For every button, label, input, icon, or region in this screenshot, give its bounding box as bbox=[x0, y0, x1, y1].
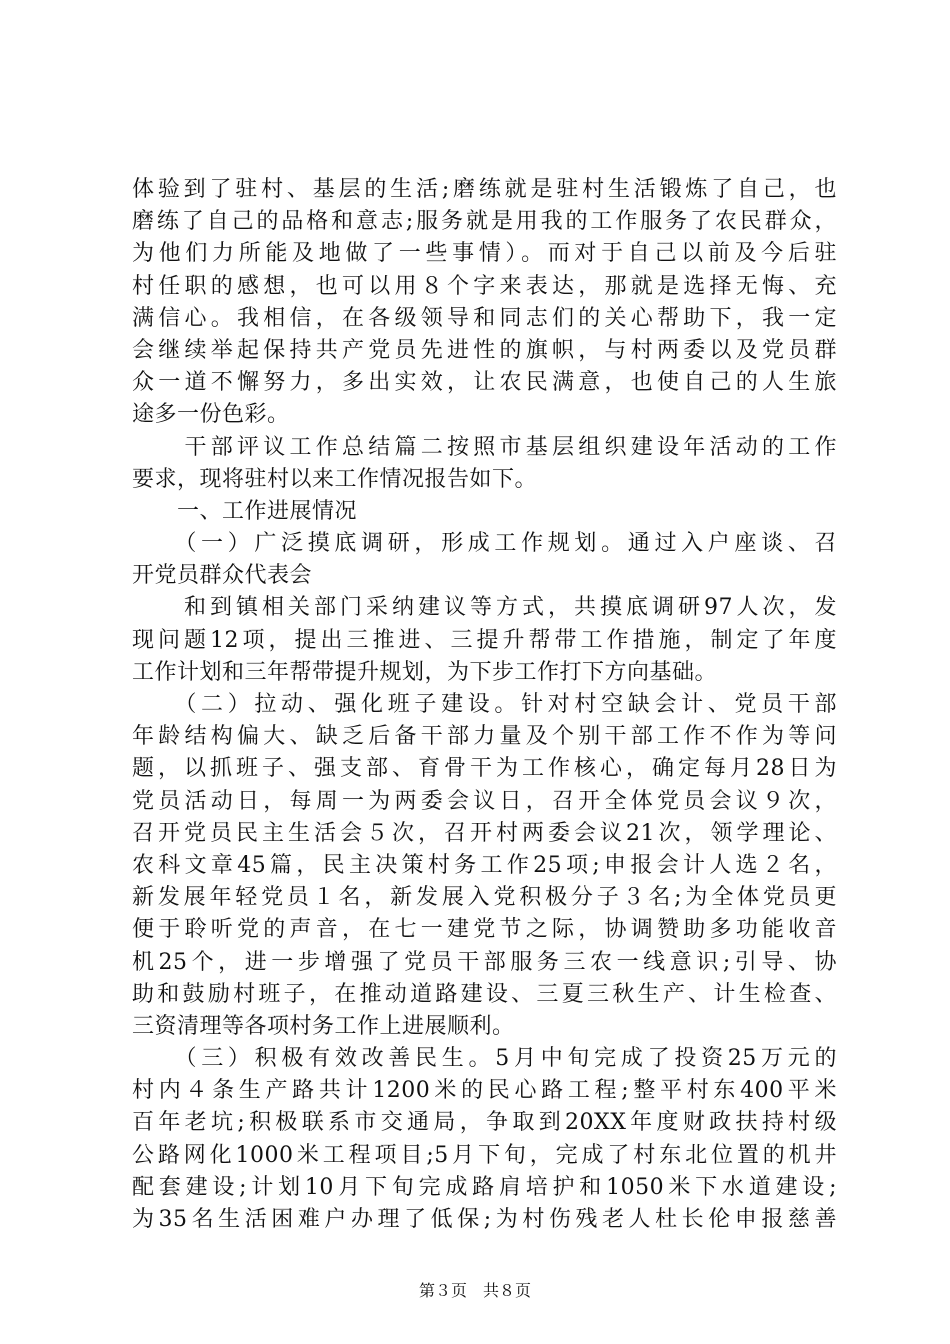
text-line: 新发展年轻党员１名，新发展入党积极分子３名;为全体党员更 bbox=[132, 885, 837, 911]
text-line: 一、工作进展情况 bbox=[132, 498, 358, 524]
text-line: 为他们力所能及地做了一些事情）。而对于自己以前及今后驻 bbox=[132, 241, 837, 267]
text-line: 为35名生活困难户办理了低保;为村伤残老人杜长伦申报慈善 bbox=[132, 1207, 837, 1232]
text-line: （一）广泛摸底调研，形成工作规划。通过入户座谈、召 bbox=[132, 531, 837, 557]
text-line: 三资清理等各项村务工作上进展顺利。 bbox=[132, 1013, 515, 1039]
text-line: 配套建设;计划10月下旬完成路肩培护和1050米下水道建设; bbox=[132, 1174, 837, 1200]
text-line: （三）积极有效改善民生。5月中旬完成了投资25万元的 bbox=[132, 1046, 837, 1072]
text-line: 要求，现将驻村以来工作情况报告如下。 bbox=[132, 466, 538, 492]
text-line: 村内４条生产路共计1200米的民心路工程;整平村东400平米 bbox=[132, 1078, 837, 1104]
text-line: 干部评议工作总结篇二按照市基层组织建设年活动的工作 bbox=[132, 434, 837, 460]
text-line: 党员活动日，每周一为两委会议日，召开全体党员会议９次， bbox=[132, 788, 837, 814]
text-line: 现问题12项，提出三推进、三提升帮带工作措施，制定了年度 bbox=[132, 627, 837, 653]
text-line: 满信心。我相信，在各级领导和同志们的关心帮助下，我一定 bbox=[132, 305, 837, 331]
page-footer: 第３页 共８页 bbox=[418, 1281, 531, 1300]
text-line: 机25个，进一步增强了党员干部服务三农一线意识;引导、协 bbox=[132, 949, 837, 975]
text-line: 题，以抓班子、强支部、育骨干为工作核心，确定每月28日为 bbox=[132, 756, 837, 782]
body-text bbox=[132, 174, 837, 1236]
text-line: 公路网化1000米工程项目;5月下旬，完成了村东北位置的机井 bbox=[132, 1142, 837, 1168]
text-line: 农科文章45篇，民主决策村务工作25项;申报会计人选２名， bbox=[132, 852, 837, 878]
text-line: 年龄结构偏大、缺乏后备干部力量及个别干部工作不作为等问 bbox=[132, 724, 837, 750]
text-line: 磨练了自己的品格和意志;服务就是用我的工作服务了农民群众， bbox=[132, 209, 837, 235]
text-line: 众一道不懈努力，多出实效，让农民满意，也使自己的人生旅 bbox=[132, 370, 837, 396]
text-line: 助和鼓励村班子，在推动道路建设、三夏三秋生产、计生检查、 bbox=[132, 981, 837, 1007]
text-line: 体验到了驻村、基层的生活;磨练就是驻村生活锻炼了自己，也 bbox=[132, 177, 837, 202]
text-line: 百年老坑;积极联系市交通局，争取到20XX年度财政扶持村级 bbox=[132, 1110, 837, 1136]
text-line: （二）拉动、强化班子建设。针对村空缺会计、党员干部 bbox=[132, 692, 837, 717]
text-line: 召开党员民主生活会５次，召开村两委会议21次，领学理论、 bbox=[132, 820, 837, 846]
text-line: 便于聆听党的声音，在七一建党节之际，协调赞助多功能收音 bbox=[132, 917, 837, 943]
text-line: 工作计划和三年帮带提升规划，为下步工作打下方向基础。 bbox=[132, 659, 718, 685]
text-line: 途多一份色彩。 bbox=[132, 402, 290, 428]
text-line: 开党员群众代表会 bbox=[132, 563, 313, 589]
text-line: 会继续举起保持共产党员先进性的旗帜，与村两委以及党员群 bbox=[132, 337, 837, 363]
text-line: 和到镇相关部门采纳建议等方式，共摸底调研97人次，发 bbox=[132, 595, 837, 621]
text-line: 村任职的感想，也可以用８个字来表达，那就是选择无悔、充 bbox=[132, 273, 837, 299]
